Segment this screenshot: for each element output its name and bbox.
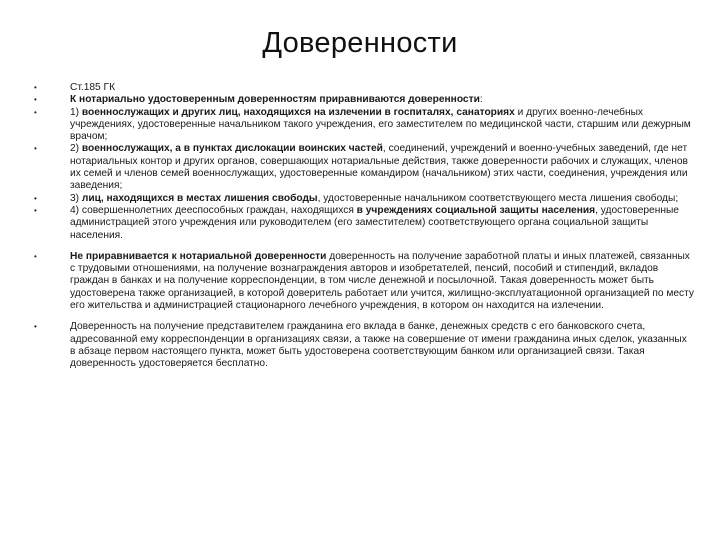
bullet-marker: • <box>34 205 37 215</box>
bold-text-run: в учреждениях социальной защиты населения <box>356 204 596 216</box>
text-run: и других военно-лечебных учреждениях, удостоверенные начальником такого учреждения, его заместителем по медицинской части, старшим или дежурным врачом; <box>70 106 691 143</box>
list-item <box>34 193 694 205</box>
list-item-text <box>70 251 694 311</box>
list-item <box>34 251 694 312</box>
list-item-text <box>70 321 687 369</box>
text-run: доверенность на получение заработной платы и иных платежей, связанных с трудовыми отношениями, на получение вознаграждения авторов и изобретателей, пенсий, пособий и стипендий, вкладов граждан в банках и на получение корреспонденции, в том числе денежной и посылочной. Такая доверенность может быть удостоверена также организацией, в которой доверитель работает или учится, жилищно-эксплуатационной организацией по месту его жительства и администрацией стационарного лечебного учреждения, в котором он находится на излечении. <box>70 250 695 312</box>
text-run: 4) совершеннолетних дееспособных граждан, находящихся <box>70 204 357 216</box>
text-run: Ст.185 ГК <box>70 82 116 93</box>
bullet-marker: • <box>34 107 37 117</box>
text-run: 2) <box>70 143 82 155</box>
bold-text-run: Не приравнивается к нотариальной доверенности <box>70 250 327 262</box>
text-run: 3) <box>70 192 82 204</box>
list-item-text <box>70 193 678 204</box>
bullet-marker: • <box>34 251 37 261</box>
list-item-text <box>70 82 115 93</box>
paragraph-gap <box>34 312 694 321</box>
text-run: , удостоверенные начальником соответствующего места лишения свободы; <box>317 192 679 204</box>
list-item-text <box>70 107 691 143</box>
list-item <box>34 107 694 144</box>
text-run: , удостоверенные администрацией этого учреждения или руководителем (его заместителем) соответствующего органа социальной защиты населения. <box>70 204 679 241</box>
list-item <box>34 143 694 192</box>
text-run: 1) <box>70 106 82 118</box>
list-item-text <box>70 143 688 191</box>
list-item-text <box>70 94 483 105</box>
list-item <box>34 82 694 94</box>
bullet-marker: • <box>34 83 37 92</box>
bold-text-run: К нотариально удостоверенным доверенностям приравниваются доверенности <box>70 94 480 106</box>
paragraph-gap <box>34 242 694 251</box>
bullet-marker: • <box>34 322 37 332</box>
list-item <box>34 94 694 106</box>
bold-text-run: лиц, находящихся в местах лишения свободы <box>81 192 318 204</box>
bullet-list <box>34 82 694 371</box>
bullet-marker: • <box>34 95 37 105</box>
bold-text-run: военнослужащих и других лиц, находящихся на излечении в госпиталях, санаториях <box>81 106 515 118</box>
bold-text-run: военнослужащих, а в пунктах дислокации воинских частей <box>81 143 383 155</box>
slide-title: Доверенности <box>262 27 458 59</box>
list-item <box>34 321 694 370</box>
text-run: : <box>479 94 483 106</box>
bullet-marker: • <box>34 193 37 203</box>
text-run: , соединений, учреждений и военно-учебных заведений, где нет нотариальных контор и других органов, совершающих нотариальные действия, также доверенности рабочих и служащих, членов их семей и членов семей военнослужащих, удостоверенные командиром (начальником) этих части, соединения, учреждения или заведения; <box>70 143 688 192</box>
text-run: Доверенность на получение представителем гражданина его вклада в банке, денежных средств с его банковского счета, адресованной ему корреспонденции в организациях связи, а также на совершение от имени гражданина иных сделок, указанных в абзаце первом настоящего пункта, может быть удостоверена соответствующим банком или организацией связи. Такая доверенность удостоверяется бесплатно. <box>70 321 687 370</box>
bullet-marker: • <box>34 144 37 154</box>
list-item <box>34 205 694 242</box>
list-item-text <box>70 205 679 241</box>
